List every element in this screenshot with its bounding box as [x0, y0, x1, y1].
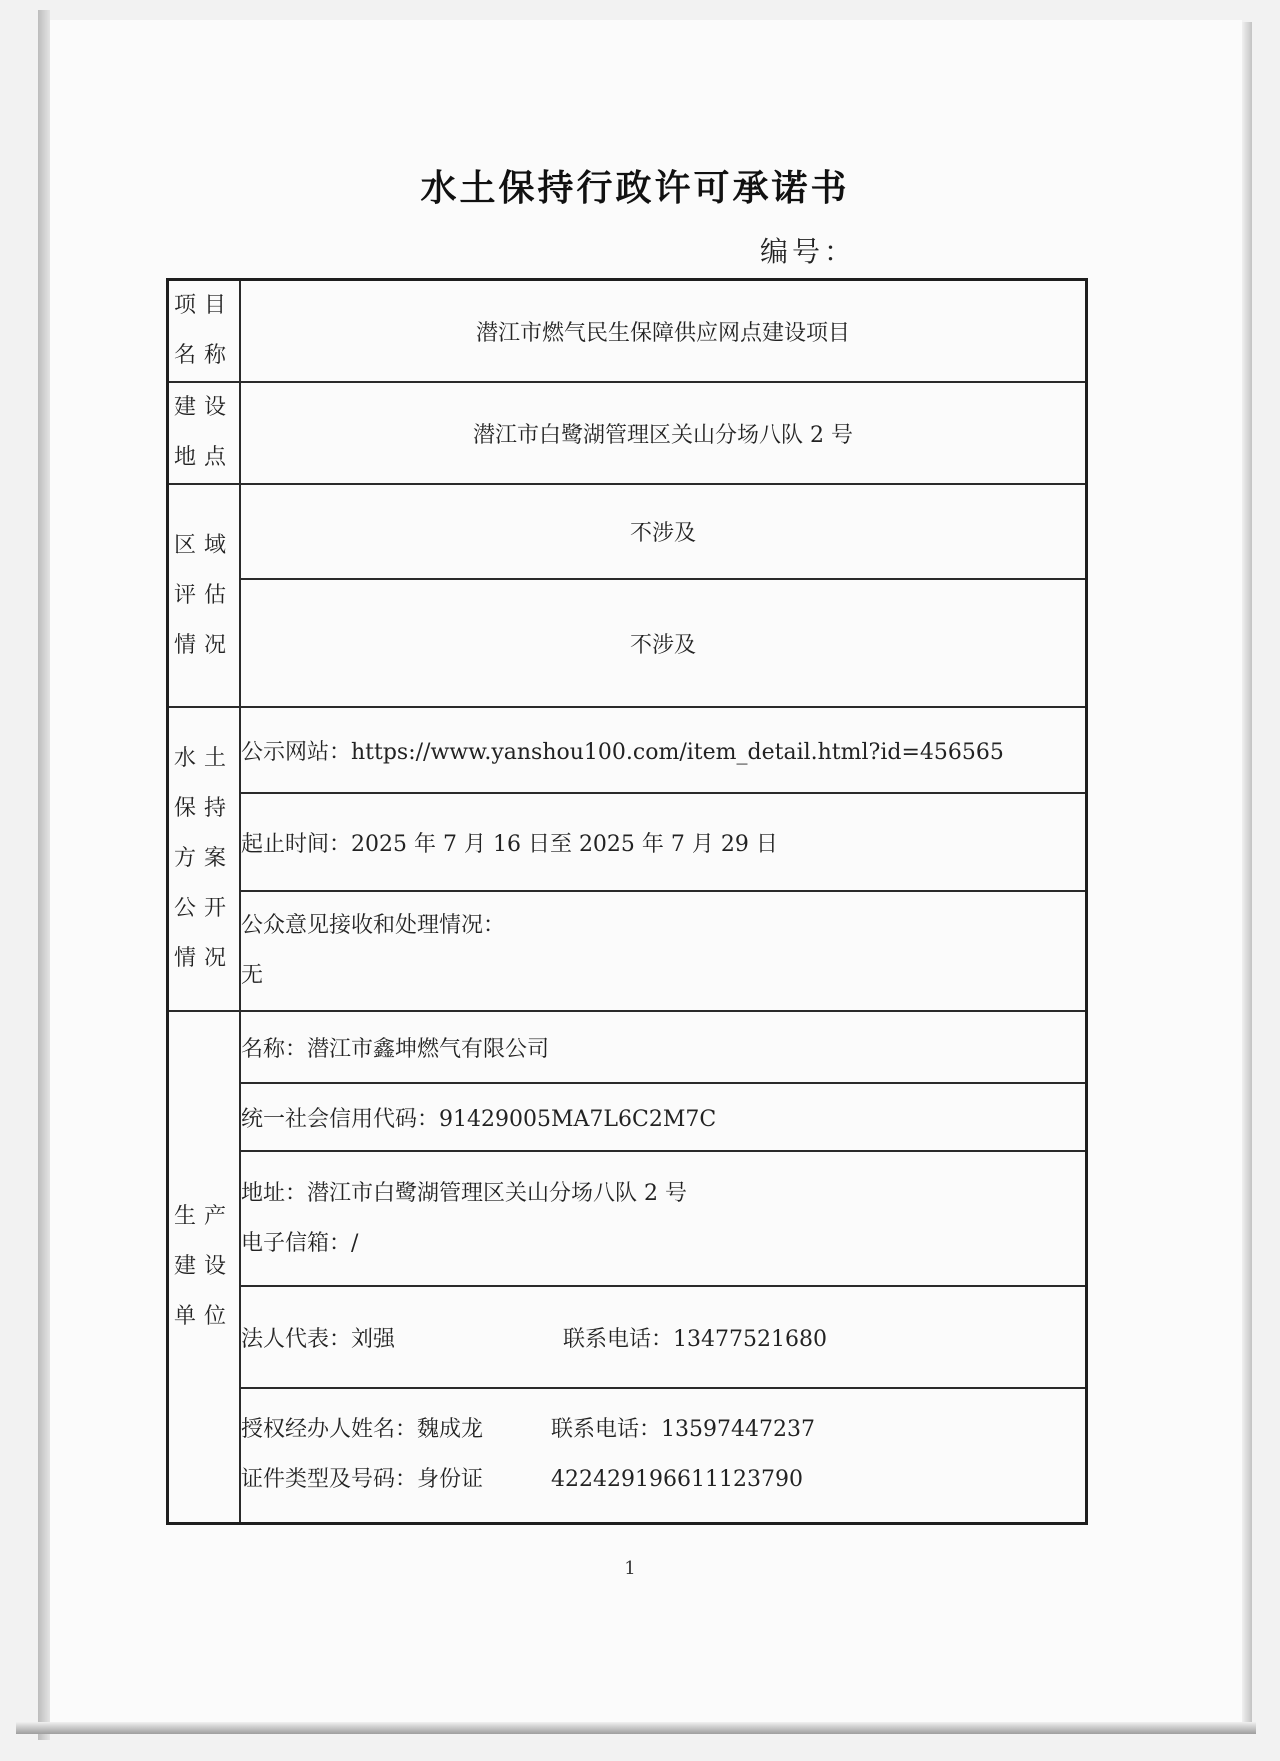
- disclosure-label: [168, 707, 241, 1011]
- scan-shadow-right: [1242, 22, 1252, 1734]
- regional-label-line-2: 评估: [173, 582, 234, 608]
- disclosure-label-line-3: 方案: [173, 846, 234, 871]
- regional-assessment-row-1: [168, 484, 1087, 579]
- unit-agent-row: [168, 1388, 1087, 1523]
- unit-agent-info: [240, 1388, 1087, 1523]
- disclosure-website: 公示网站：https://www.yanshou100.com/item_detail.html?id=456565: [240, 707, 1087, 793]
- disclosure-label-line-2: 保持: [173, 796, 234, 821]
- location-label-line-1: 建设: [173, 395, 234, 420]
- id-type: 证件类型及号码：身份证: [241, 1467, 484, 1493]
- project-name-value: 潜江市燃气民生保障供应网点建设项目: [240, 280, 1087, 383]
- feedback-label: 公众意见接收和处理情况：: [241, 913, 506, 938]
- disclosure-feedback-row: [168, 891, 1087, 1011]
- disclosure-label-line-1: 水土: [173, 746, 234, 771]
- scan-shadow-bottom: [16, 1722, 1256, 1734]
- disclosure-period: 起止时间：2025 年 7 月 16 日至 2025 年 7 月 29 日: [240, 793, 1087, 891]
- commitment-form-table: [166, 278, 1088, 1525]
- unit-legal-contact: [240, 1286, 1087, 1388]
- unit-label-line-1: 生产: [173, 1203, 234, 1229]
- agent-phone: 联系电话：13597447237: [551, 1417, 815, 1443]
- project-name-row: [168, 280, 1087, 383]
- regional-label-line-1: 区域: [173, 532, 234, 558]
- document-number-label: 编号：: [760, 235, 857, 268]
- unit-address-email: [240, 1151, 1087, 1286]
- regional-label-line-3: 情况: [173, 632, 234, 658]
- regional-assessment-value-1: 不涉及: [240, 484, 1087, 579]
- location-value: 潜江市白鹭湖管理区关山分场八队 2 号: [240, 382, 1087, 484]
- feedback-value: 无: [241, 963, 264, 988]
- location-label-line-2: 地点: [173, 445, 234, 470]
- project-label-line-1: 项目: [173, 293, 234, 318]
- unit-email: 电子信箱：/: [241, 1230, 359, 1256]
- unit-address-row: [168, 1151, 1087, 1286]
- regional-assessment-label: [168, 484, 241, 707]
- disclosure-label-line-4: 公开: [173, 896, 234, 921]
- regional-assessment-row-2: [168, 579, 1087, 707]
- disclosure-period-row: [168, 793, 1087, 891]
- unit-name: 名称：潜江市鑫坤燃气有限公司: [240, 1011, 1087, 1083]
- unit-label-line-3: 单位: [173, 1303, 234, 1329]
- regional-assessment-value-2: 不涉及: [240, 579, 1087, 707]
- unit-credit-row: [168, 1083, 1087, 1151]
- construction-unit-label: [168, 1011, 241, 1523]
- unit-name-row: [168, 1011, 1087, 1083]
- unit-label-line-2: 建设: [173, 1253, 234, 1279]
- location-label: [168, 382, 241, 484]
- agent-name: 授权经办人姓名：魏成龙: [241, 1417, 484, 1443]
- page-number: 1: [624, 1558, 636, 1579]
- id-number: 422429196611123790: [551, 1467, 803, 1493]
- legal-representative: 法人代表：刘强: [241, 1326, 396, 1352]
- unit-address: 地址：潜江市白鹭湖管理区关山分场八队 2 号: [241, 1180, 687, 1206]
- document-title: 水土保持行政许可承诺书: [420, 168, 850, 209]
- unit-legal-row: [168, 1286, 1087, 1388]
- project-label-line-2: 名称: [173, 343, 234, 368]
- disclosure-feedback: [240, 891, 1087, 1011]
- location-row: [168, 382, 1087, 484]
- unit-credit-code: 统一社会信用代码：91429005MA7L6C2M7C: [240, 1083, 1087, 1151]
- disclosure-website-row: [168, 707, 1087, 793]
- scan-shadow-left: [38, 10, 50, 1740]
- project-name-label: [168, 280, 241, 383]
- legal-phone: 联系电话：13477521680: [563, 1326, 827, 1352]
- disclosure-label-line-5: 情况: [173, 946, 234, 971]
